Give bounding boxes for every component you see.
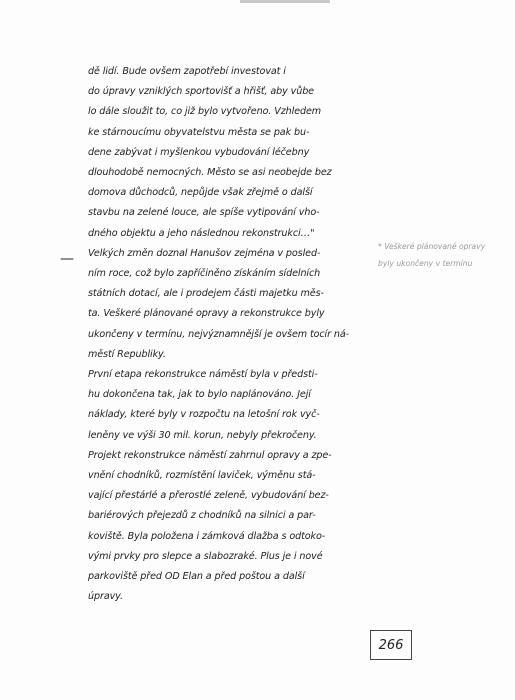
page-number: 266 xyxy=(378,637,404,653)
text-line: leněny ve výši 30 mil. korun, nebyly překročeny. xyxy=(88,429,317,441)
text-line: městí Republiky. xyxy=(88,348,166,360)
text-line: vnění chodníků, rozmístění laviček, výměnu stá- xyxy=(88,470,316,482)
text-line: stavbu na zelené louce, ale spíše vytipování vho- xyxy=(88,207,320,219)
text-line: ukončeny v termínu, nejvýznamnější je ovšem tocír ná- xyxy=(88,328,350,340)
text-line: bariérových přejezdů z chodníků na silnici a par- xyxy=(88,510,316,522)
page-number-box xyxy=(370,630,412,660)
text-line: do úpravy vzniklých sportovišť a hřišť, aby vůbe xyxy=(88,86,314,98)
text-line: parkoviště před OD Elan a před poštou a další xyxy=(88,571,305,583)
text-line: úpravy. xyxy=(88,591,123,603)
text-line: Projekt rekonstrukce náměstí zahrnul opravy a zpe- xyxy=(88,449,332,461)
text-line: dě lidí. Bude ovšem zapotřebí investovat i xyxy=(88,66,286,77)
text-line: domova důchodců, nepůjde však zřejmě o další xyxy=(88,187,313,199)
text-line: lo dále sloužit to, co již bylo vytvořeno. Vzhledem xyxy=(88,106,322,118)
text-line: vající přestárlé a přerostlé zeleně, vybudování bez- xyxy=(88,490,329,502)
text-line: náklady, které byly v rozpočtu na letošní rok vyč- xyxy=(88,409,320,421)
text-line: dného objektu a jeho následnou rekonstrukci…" xyxy=(88,227,315,239)
text-line: státních dotací, ale i prodejem části majetku měs- xyxy=(88,288,324,300)
text-line: dene zabývat i myšlenkou vybudování léčebny xyxy=(88,146,310,158)
text-line: ke stárnoucímu obyvatelstvu města se pak bu- xyxy=(88,126,310,138)
insertion-dash: — xyxy=(60,251,74,267)
margin-note: * Veškeré plánované opravy byly ukončeny v termínu xyxy=(378,242,486,268)
text-line: hu dokončena tak, jak to bylo naplánováno. Její xyxy=(88,389,311,401)
handwritten-text-block xyxy=(88,62,360,607)
text-line: První etapa rekonstrukce náměstí byla v předsti- xyxy=(88,369,318,381)
text-line: vými prvky pro slepce a slabozraké. Plus je i nové xyxy=(88,550,323,562)
text-line: koviště. Byla položena i zámková dlažba s odtoko- xyxy=(88,530,326,542)
text-line: dlouhodobě nemocných. Město se asi neobejde bez xyxy=(88,167,332,179)
text-line: Velkých změn doznal Hanušov zejména v posled- xyxy=(88,247,321,259)
scan-edge-mark xyxy=(240,0,330,3)
text-line: ním roce, což bylo zapříčiněno získáním sídelních xyxy=(88,268,321,280)
text-line: ta. Veškeré plánované opravy a rekonstrukce byly xyxy=(88,308,325,320)
